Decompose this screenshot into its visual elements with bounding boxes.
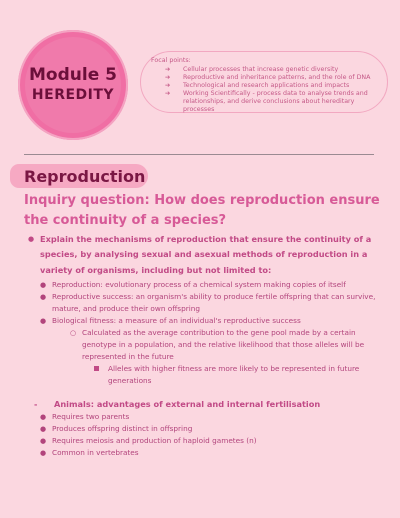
section-divider bbox=[24, 154, 374, 155]
module-badge bbox=[18, 30, 128, 140]
arrow-icon: ➔ bbox=[165, 66, 171, 73]
dash-icon: - bbox=[34, 398, 38, 409]
sub-sub-list-item-text: Alleles with higher fitness are more likely to be represented in future generations bbox=[108, 363, 360, 385]
bullet-icon: ● bbox=[28, 235, 35, 243]
focal-point-text: Working Scientifically - process data to analyse trends and relationships, and derive conclusions about hereditary processes bbox=[183, 90, 368, 113]
focal-point-text: Reproductive and inheritance patterns, and the role of DNA bbox=[183, 74, 371, 81]
sub-list-item-text: Calculated as the average contribution to the gene pool made by a certain genotype in a population, and the relative likelihood that those alleles will be represented in the future bbox=[82, 327, 365, 361]
list-item bbox=[40, 435, 384, 447]
list-item bbox=[40, 411, 384, 423]
sub-list-item bbox=[70, 327, 384, 363]
focal-points-list bbox=[151, 66, 377, 114]
focal-point bbox=[165, 90, 377, 114]
focal-point-text: Technological and research applications and impacts bbox=[183, 82, 350, 89]
list-item-text: Produces offspring distinct in offspring bbox=[52, 423, 193, 433]
notes-content bbox=[24, 232, 384, 459]
list-item bbox=[40, 447, 384, 459]
list-item bbox=[40, 279, 384, 291]
square-bullet-icon bbox=[94, 366, 99, 371]
focal-points-title: Focal points: bbox=[151, 57, 191, 64]
bullet-icon: ● bbox=[40, 436, 47, 445]
list-item-text: Reproductive success: an organism's ability to produce fertile offspring that can survive, mature, and produce their own offspring bbox=[52, 291, 376, 313]
focal-point bbox=[165, 74, 377, 82]
list-item-text: Biological fitness: a measure of an individual's reproductive success bbox=[52, 315, 301, 325]
arrow-icon: ➔ bbox=[165, 82, 171, 89]
list-item bbox=[40, 423, 384, 435]
animals-heading bbox=[34, 397, 384, 411]
lead-text: Explain the mechanisms of reproduction that ensure the continuity of a species, by analysing sexual and asexual methods of reproduction in a variety of organisms, including but not limited to: bbox=[40, 234, 372, 275]
animals-heading-text: Animals: advantages of external and internal fertilisation bbox=[54, 398, 321, 409]
inquiry-question: Inquiry question: How does reproduction ensure the continuity of a species? bbox=[24, 193, 380, 228]
arrow-icon: ➔ bbox=[165, 74, 171, 81]
focal-point bbox=[165, 82, 377, 90]
module-subtitle: HEREDITY bbox=[31, 87, 115, 103]
list-item-text: Requires meiosis and production of haploid gametes (n) bbox=[52, 435, 257, 445]
list-item bbox=[40, 315, 384, 327]
list-item bbox=[40, 291, 384, 315]
module-badge-inner bbox=[25, 37, 121, 133]
arrow-icon: ➔ bbox=[165, 90, 171, 97]
focal-points-box bbox=[140, 51, 388, 113]
list-item-text: Common in vertebrates bbox=[52, 447, 139, 457]
bullet-icon: ● bbox=[40, 292, 47, 301]
focal-point-text: Cellular processes that increase genetic diversity bbox=[183, 66, 339, 73]
bullet-icon: ● bbox=[40, 412, 47, 421]
bullet-icon: ● bbox=[40, 448, 47, 457]
bullet-icon: ● bbox=[40, 424, 47, 433]
section-tag: Reproduction bbox=[10, 164, 148, 188]
sub-sub-list-item bbox=[94, 363, 384, 387]
hollow-bullet-icon: ○ bbox=[70, 328, 77, 337]
list-item-text: Requires two parents bbox=[52, 411, 130, 421]
list-item-text: Reproduction: evolutionary process of a chemical system making copies of itself bbox=[52, 279, 346, 289]
bullet-icon: ● bbox=[40, 280, 47, 289]
bullet-icon: ● bbox=[40, 316, 47, 325]
lead-point bbox=[28, 232, 384, 278]
module-title: Module 5 bbox=[29, 65, 117, 85]
focal-point bbox=[165, 66, 377, 74]
